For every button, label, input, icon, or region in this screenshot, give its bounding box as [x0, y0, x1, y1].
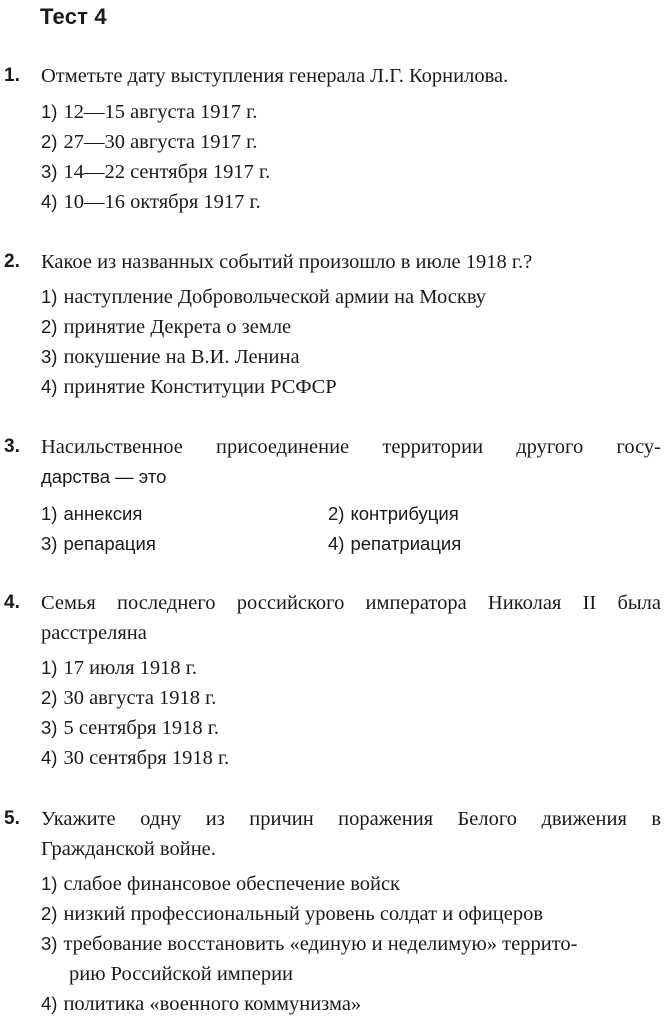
- answer-option: [328, 529, 461, 559]
- answer-option: [41, 989, 361, 1019]
- option-text: 10—16 октября 1917 г.: [63, 191, 261, 213]
- option-text: 30 сентября 1918 г.: [63, 747, 230, 769]
- test-title: Тест 4: [40, 4, 107, 29]
- question-number: 2.: [4, 251, 20, 272]
- answer-option: [41, 929, 577, 959]
- option-text: наступление Добровольческой армии на Москву: [63, 286, 487, 308]
- option-text: 5 сентября 1918 г.: [63, 717, 219, 739]
- answer-option: [41, 529, 156, 559]
- option-text: 27—30 августа 1917 г.: [63, 131, 258, 153]
- option-number: 1): [41, 101, 58, 122]
- option-text: политика «военного коммунизма»: [63, 993, 362, 1015]
- answer-option: [41, 683, 216, 713]
- answer-option: [41, 713, 219, 743]
- answer-option: [41, 187, 261, 217]
- option-number: 1): [41, 657, 58, 678]
- option-number: 2): [41, 316, 58, 337]
- option-text: контрибуция: [350, 503, 459, 524]
- option-text: репарация: [63, 533, 156, 554]
- option-text: 12—15 августа 1917 г.: [63, 101, 258, 123]
- answer-option: [41, 157, 270, 187]
- question-text-line-1: Насильственное присоединение территории другого госу-: [41, 436, 661, 458]
- option-number: 1): [41, 873, 58, 894]
- option-number: 2): [41, 131, 58, 152]
- question-number: 4.: [4, 592, 20, 613]
- question-text-line-2: расстреляна: [41, 622, 147, 644]
- option-text-cont: рию Российской империи: [69, 963, 294, 985]
- option-text: 30 августа 1918 г.: [63, 687, 217, 709]
- question-text-line-1: Укажите одну из причин поражения Белого движения в: [41, 808, 661, 830]
- option-number: 2): [41, 903, 58, 924]
- answer-option: [41, 97, 257, 127]
- answer-option: [328, 499, 459, 529]
- answer-option: [41, 499, 142, 529]
- option-text: покушение на В.И. Ленина: [63, 346, 300, 368]
- option-number: 4): [41, 376, 58, 397]
- option-number: 2): [328, 503, 345, 524]
- option-number: 1): [41, 286, 58, 307]
- option-text: слабое финансовое обеспечение войск: [63, 873, 401, 895]
- question-number: 1.: [4, 65, 20, 86]
- question-text-line-2: дарства — это: [41, 466, 167, 487]
- option-text: 14—22 сентября 1917 г.: [63, 161, 271, 183]
- question-text: Отметьте дату выступления генерала Л.Г. Корнилова.: [41, 65, 509, 87]
- option-number: 4): [41, 747, 58, 768]
- answer-option: [41, 869, 400, 899]
- answer-option: [41, 372, 337, 402]
- option-text: 17 июля 1918 г.: [63, 657, 197, 679]
- option-number: 3): [41, 933, 58, 954]
- answer-option: [41, 743, 229, 773]
- option-text: репатриация: [350, 533, 462, 554]
- option-number: 4): [328, 533, 345, 554]
- option-text: низкий профессиональный уровень солдат и офицеров: [63, 903, 544, 925]
- option-number: 4): [41, 191, 58, 212]
- option-number: 3): [41, 717, 58, 738]
- option-number: 1): [41, 503, 58, 524]
- answer-option: [41, 342, 300, 372]
- option-text: требование восстановить «единую и неделимую» террито-: [63, 933, 578, 955]
- option-number: 3): [41, 161, 58, 182]
- option-text: принятие Конституции РСФСР: [63, 376, 337, 398]
- answer-option: [41, 653, 197, 683]
- option-number: 4): [41, 993, 58, 1014]
- answer-option: [41, 127, 257, 157]
- question-text-line-2: Гражданской войне.: [41, 838, 216, 860]
- question-number: 5.: [4, 808, 20, 829]
- option-number: 3): [41, 346, 58, 367]
- answer-option: [41, 899, 543, 929]
- option-text: принятие Декрета о земле: [63, 316, 292, 338]
- question-number: 3.: [4, 436, 20, 457]
- answer-option: [41, 312, 291, 342]
- option-number: 3): [41, 533, 58, 554]
- question-text-line-1: Семья последнего российского императора Николая II была: [41, 592, 661, 614]
- option-number: 2): [41, 687, 58, 708]
- option-text: аннексия: [63, 503, 143, 524]
- answer-option: [41, 282, 486, 312]
- question-text: Какое из названных событий произошло в июле 1918 г.?: [41, 251, 533, 273]
- answer-option-cont: [69, 959, 293, 989]
